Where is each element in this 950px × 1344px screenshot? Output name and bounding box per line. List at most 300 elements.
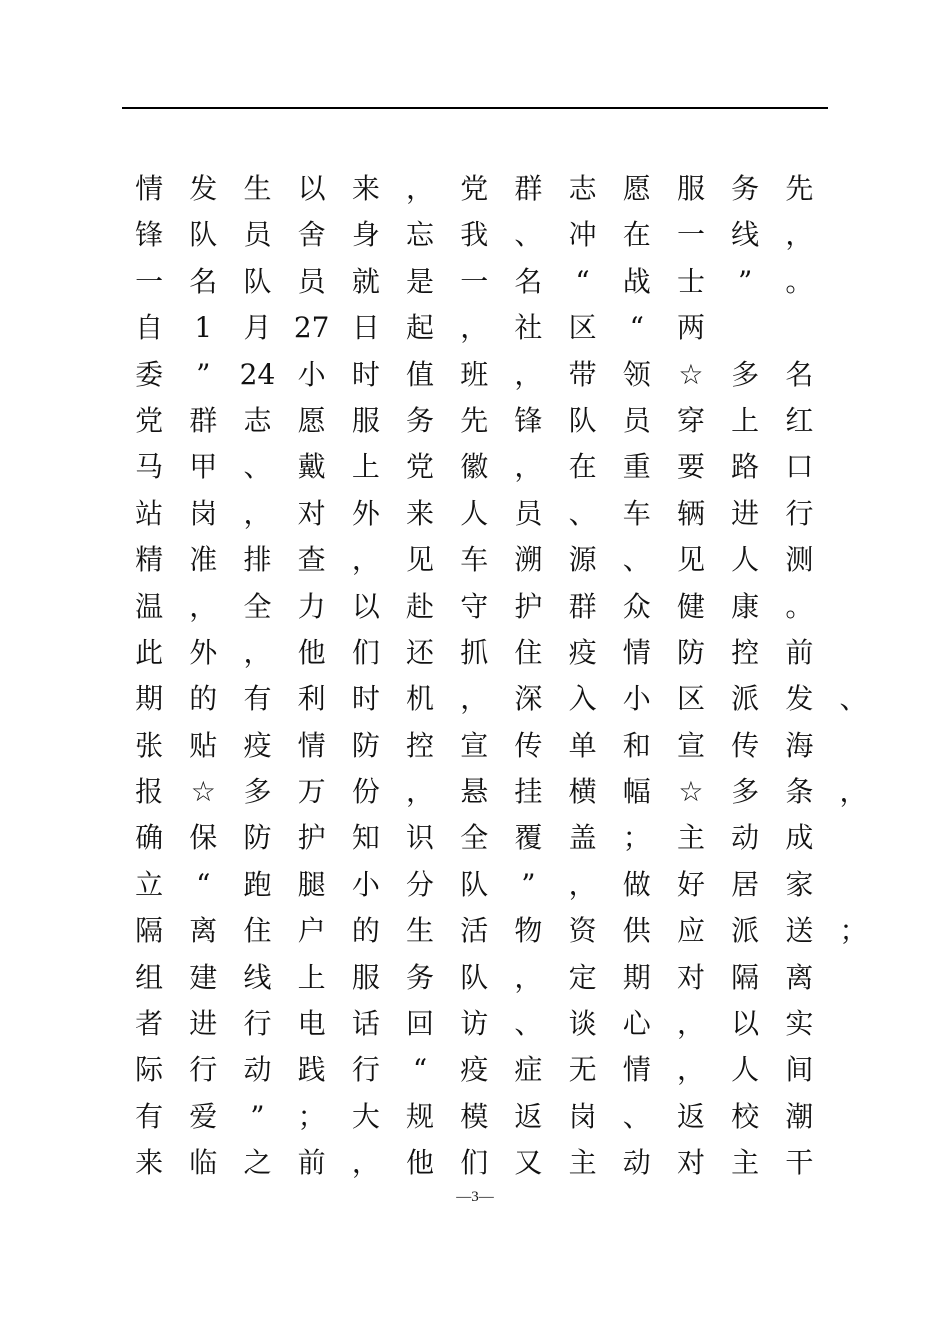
text-glyph: 24 [239,357,276,391]
text-glyph: 一 [676,218,705,252]
text-glyph: 党 [460,172,489,205]
text-line [122,305,852,351]
text-glyph: 领 [622,357,651,391]
text-glyph: 见 [676,543,705,577]
text-glyph: 活 [460,914,489,948]
text-line [122,1140,852,1186]
text-line [122,815,852,861]
text-glyph: 多 [731,357,760,391]
text-glyph: 1 [194,311,213,345]
text-glyph: 先 [460,403,489,437]
body-text [122,166,868,1187]
text-glyph: 横 [568,775,597,809]
text-glyph: 际 [135,1053,164,1087]
text-glyph: 返 [514,1099,543,1133]
text-glyph: 护 [297,821,326,855]
text-glyph: 重 [622,450,651,484]
text-glyph: ” [196,357,211,391]
text-glyph: 份 [351,775,380,809]
text-glyph: 、 [243,450,272,484]
text-glyph: 宣 [460,728,489,762]
text-glyph: 外 [189,635,218,669]
text-glyph: 挂 [514,775,543,809]
text-glyph: 区 [568,311,597,345]
text-glyph: 以 [731,1007,760,1041]
text-glyph: 多 [243,775,272,809]
text-glyph: 传 [731,728,760,762]
text-glyph: 还 [406,635,435,669]
text-glyph: ， [406,172,435,205]
text-glyph: ， [676,1053,705,1087]
text-glyph: 他 [406,1146,435,1180]
text-glyph: 情 [135,172,164,205]
text-glyph: 区 [676,682,705,716]
text-glyph: 幅 [622,775,651,809]
text-glyph: 精 [135,543,164,577]
text-glyph: 防 [676,635,705,669]
text-line [122,352,852,398]
text-glyph: 溯 [514,543,543,577]
text-glyph: 上 [297,960,326,994]
text-glyph: ， [243,635,272,669]
text-glyph: ， [189,589,218,623]
text-glyph: 识 [406,821,435,855]
text-glyph: 名 [189,264,218,298]
text-glyph: 舍 [297,218,326,252]
text-glyph: 离 [189,914,218,948]
text-glyph: 士 [676,264,705,298]
text-glyph: ， [351,1146,380,1180]
text-glyph: 志 [568,172,597,205]
text-glyph: 电 [297,1007,326,1041]
page-number: —3— [456,1189,494,1205]
text-glyph: 群 [514,172,543,205]
text-glyph: 准 [189,543,218,577]
text-glyph: 行 [189,1053,218,1087]
text-glyph: 隔 [731,960,760,994]
text-glyph: ， [460,682,489,716]
text-glyph: 。 [785,264,814,298]
text-line [122,630,852,676]
text-glyph: 群 [189,403,218,437]
text-glyph: 起 [406,311,435,345]
text-glyph: 行 [351,1053,380,1087]
text-glyph: ， [460,311,489,345]
text-glyph: 有 [135,1099,164,1133]
text-glyph: ☆ [190,775,216,809]
text-glyph: 党 [406,450,435,484]
text-glyph: 对 [297,496,326,530]
text-glyph: 岗 [189,496,218,530]
text-glyph: 谈 [568,1007,597,1041]
text-glyph: 万 [297,775,326,809]
text-glyph: 以 [351,589,380,623]
text-glyph: 以 [297,172,326,205]
text-glyph: 的 [351,914,380,948]
text-glyph: 队 [460,867,489,901]
text-glyph: 爱 [189,1099,218,1133]
text-glyph: 来 [351,172,380,205]
text-glyph: 上 [731,403,760,437]
text-glyph: 悬 [460,775,489,809]
text-glyph: 立 [135,867,164,901]
text-glyph: 入 [568,682,597,716]
text-glyph: 赴 [406,589,435,623]
text-glyph: 成 [785,821,814,855]
text-glyph: 众 [622,589,651,623]
text-glyph: 队 [189,218,218,252]
text-glyph: 线 [731,218,760,252]
text-glyph: 之 [243,1146,272,1180]
text-line [122,1001,852,1047]
text-glyph: 确 [135,821,164,855]
text-glyph: 覆 [514,821,543,855]
text-glyph: ” [737,264,753,298]
text-glyph: 群 [568,589,597,623]
text-line [122,908,868,954]
text-glyph: 无 [568,1053,597,1087]
text-line [122,769,868,815]
text-line [122,491,852,537]
text-line [122,862,852,908]
text-glyph: ； [622,821,651,855]
text-glyph: 、 [568,496,597,530]
text-glyph: 他 [297,635,326,669]
text-glyph: 前 [785,635,814,669]
text-glyph: 发 [189,172,218,205]
text-glyph: 战 [622,264,651,298]
text-glyph: 名 [785,357,814,391]
text-glyph: 员 [243,218,272,252]
text-glyph: ， [351,543,380,577]
text-glyph: 传 [514,728,543,762]
text-glyph: ☆ [678,775,704,809]
text-glyph: 冲 [568,218,597,252]
text-glyph: 知 [351,821,380,855]
text-glyph: 查 [297,543,326,577]
text-glyph: ， [514,450,543,484]
text-glyph: 服 [351,960,380,994]
text-glyph: 访 [460,1007,489,1041]
text-glyph: 情 [622,1053,651,1087]
text-glyph: 物 [514,914,543,948]
text-glyph: 辆 [676,496,705,530]
text-glyph: 返 [676,1099,705,1133]
text-glyph: 队 [460,960,489,994]
text-glyph: 进 [731,496,760,530]
text-glyph: 应 [676,914,705,948]
text-glyph: 期 [622,960,651,994]
text-line [122,1047,852,1093]
text-glyph: 时 [351,682,380,716]
text-glyph: 员 [297,264,326,298]
text-glyph: 回 [406,1007,435,1041]
text-glyph: 、 [514,218,543,252]
text-glyph: 愿 [622,172,651,205]
text-glyph: 们 [460,1146,489,1180]
text-glyph: 多 [731,775,760,809]
text-glyph: 岗 [568,1099,597,1133]
text-glyph: 自 [135,311,164,345]
text-glyph: 实 [785,1007,814,1041]
text-glyph: 来 [135,1146,164,1180]
text-glyph: 和 [622,728,651,762]
text-glyph: 、 [622,543,651,577]
text-line [122,723,852,769]
text-glyph: 、 [514,1007,543,1041]
text-glyph: ， [243,496,272,530]
text-glyph: “ [629,311,644,345]
text-glyph: 防 [243,821,272,855]
text-glyph: 疫 [243,728,272,762]
text-glyph: 控 [406,728,435,762]
text-glyph: 间 [785,1053,814,1087]
text-glyph: 队 [568,403,597,437]
text-glyph: 派 [731,914,760,948]
text-glyph: 盖 [568,821,597,855]
text-glyph: 主 [568,1146,597,1180]
text-glyph: 外 [351,496,380,530]
text-glyph: 27 [293,311,330,345]
text-glyph: 做 [622,867,651,901]
text-glyph: 排 [243,543,272,577]
text-glyph: 站 [135,496,164,530]
text-glyph: 防 [351,728,380,762]
text-glyph: 温 [135,589,164,623]
text-glyph: 时 [351,357,380,391]
text-line [122,537,852,583]
text-glyph: ， [839,775,868,809]
text-glyph: 队 [243,264,272,298]
text-glyph: 我 [460,218,489,252]
text-glyph: 小 [351,867,380,901]
text-line [122,584,852,630]
text-glyph: ， [406,775,435,809]
text-glyph: 送 [785,914,814,948]
text-glyph: 主 [676,821,705,855]
text-glyph: 身 [351,218,380,252]
text-line [122,955,852,1001]
text-glyph: 康 [731,589,760,623]
text-glyph: 校 [731,1099,760,1133]
text-glyph: 对 [676,960,705,994]
text-glyph: 跑 [243,867,272,901]
text-glyph: 就 [351,264,380,298]
text-glyph: 社 [514,311,543,345]
text-glyph: 月 [243,311,272,345]
text-glyph: 户 [297,914,326,948]
text-glyph: 规 [406,1099,435,1133]
text-glyph: 戴 [297,450,326,484]
text-glyph: 员 [514,496,543,530]
text-glyph: 生 [406,914,435,948]
text-glyph: 家 [785,867,814,901]
text-glyph: 带 [568,357,597,391]
text-glyph: 践 [297,1053,326,1087]
text-glyph: 在 [622,218,651,252]
text-glyph: “ [575,264,590,298]
text-glyph: 来 [406,496,435,530]
text-glyph: ” [521,867,536,901]
text-line [122,212,852,258]
header-rule [122,107,828,109]
text-glyph: 对 [676,1146,705,1180]
text-glyph: 行 [785,496,814,530]
text-glyph: 人 [460,496,489,530]
text-glyph: 模 [460,1099,489,1133]
text-glyph: 住 [514,635,543,669]
text-glyph: 大 [351,1099,380,1133]
text-glyph: 人 [731,543,760,577]
text-glyph: 有 [243,682,272,716]
text-glyph: 前 [297,1146,326,1180]
text-glyph: 穿 [676,403,705,437]
text-glyph: 是 [406,264,435,298]
text-glyph: 海 [785,728,814,762]
text-glyph: 们 [351,635,380,669]
text-glyph: 动 [731,821,760,855]
text-glyph: 隔 [135,914,164,948]
text-glyph: 动 [243,1053,272,1087]
text-glyph: 忘 [406,218,435,252]
text-glyph: 人 [731,1053,760,1087]
text-glyph: 测 [785,543,814,577]
text-glyph: 全 [243,589,272,623]
text-line [122,1094,852,1140]
text-glyph: 值 [406,357,435,391]
text-glyph: 锋 [514,403,543,437]
text-glyph: 组 [135,960,164,994]
text-glyph: 徽 [460,450,489,484]
text-glyph: 、 [839,682,868,716]
text-glyph: 员 [622,403,651,437]
text-glyph: 情 [622,635,651,669]
text-glyph: 的 [189,682,218,716]
text-glyph: 口 [785,450,814,484]
text-glyph: 此 [135,635,164,669]
text-line [122,444,852,490]
text-glyph: ； [297,1099,326,1133]
text-glyph: 心 [622,1007,651,1041]
text-glyph: 定 [568,960,597,994]
text-glyph: ， [514,960,543,994]
text-glyph: 一 [135,264,164,298]
text-glyph: 务 [731,172,760,205]
text-glyph: 红 [785,403,814,437]
text-glyph: 一 [460,264,489,298]
text-glyph: 路 [731,450,760,484]
text-glyph: 情 [297,728,326,762]
text-glyph: 好 [676,867,705,901]
text-glyph: 临 [189,1146,218,1180]
text-glyph: 深 [514,682,543,716]
text-glyph: 话 [351,1007,380,1041]
text-glyph: ， [676,1007,705,1041]
text-glyph: 机 [406,682,435,716]
text-glyph: 甲 [189,450,218,484]
text-glyph: 见 [406,543,435,577]
text-glyph: 动 [622,1146,651,1180]
text-glyph: 行 [243,1007,272,1041]
text-glyph: 在 [568,450,597,484]
text-glyph: 护 [514,589,543,623]
text-glyph: 全 [460,821,489,855]
text-glyph: 小 [622,682,651,716]
text-glyph: 单 [568,728,597,762]
text-glyph: 居 [731,867,760,901]
text-glyph: “ [412,1053,428,1087]
text-glyph: 服 [351,403,380,437]
text-glyph: 分 [406,867,435,901]
text-line [122,259,852,305]
text-glyph: 期 [135,682,164,716]
text-glyph: 马 [135,450,164,484]
text-glyph: 上 [351,450,380,484]
text-glyph: ， [568,867,597,901]
text-glyph: 生 [243,172,272,205]
text-glyph: 症 [514,1053,543,1087]
text-glyph: 力 [297,589,326,623]
text-glyph: 车 [460,543,489,577]
text-glyph: 党 [135,403,164,437]
text-glyph: 服 [676,172,705,205]
text-glyph: 条 [785,775,814,809]
text-glyph: 宣 [676,728,705,762]
text-glyph: 主 [731,1146,760,1180]
text-glyph: 资 [568,914,597,948]
text-glyph: ； [839,914,868,948]
text-glyph: 要 [676,450,705,484]
text-glyph: 务 [406,960,435,994]
text-glyph: 健 [676,589,705,623]
text-glyph: 离 [785,960,814,994]
text-glyph: 疫 [460,1053,489,1087]
text-glyph: 潮 [785,1099,814,1133]
text-glyph: 务 [406,403,435,437]
text-glyph: 干 [785,1146,814,1180]
text-glyph: 、 [622,1099,651,1133]
text-glyph: 小 [297,357,326,391]
text-glyph: ☆ [678,357,704,391]
text-glyph: 先 [785,172,814,205]
text-glyph: 委 [135,357,164,391]
text-glyph: 志 [243,403,272,437]
text-glyph: 班 [460,357,489,391]
text-glyph: 贴 [189,728,218,762]
text-glyph: 报 [135,775,164,809]
text-glyph: 抓 [460,635,489,669]
text-glyph: 两 [676,311,705,345]
text-line [122,398,852,444]
text-glyph: 愿 [297,403,326,437]
text-glyph: 张 [135,728,164,762]
text-glyph: 腿 [297,867,326,901]
text-glyph: 守 [460,589,489,623]
text-glyph: 住 [243,914,272,948]
text-glyph: 疫 [568,635,597,669]
text-glyph: 日 [351,311,380,345]
text-line [122,166,852,212]
text-glyph: 派 [731,682,760,716]
text-glyph: 名 [514,264,543,298]
text-line [122,676,868,722]
text-glyph: “ [196,867,211,901]
text-glyph: 源 [568,543,597,577]
text-glyph: 供 [622,914,651,948]
text-glyph: ， [514,357,543,391]
text-glyph: 又 [514,1146,543,1180]
text-glyph: ， [785,218,814,252]
